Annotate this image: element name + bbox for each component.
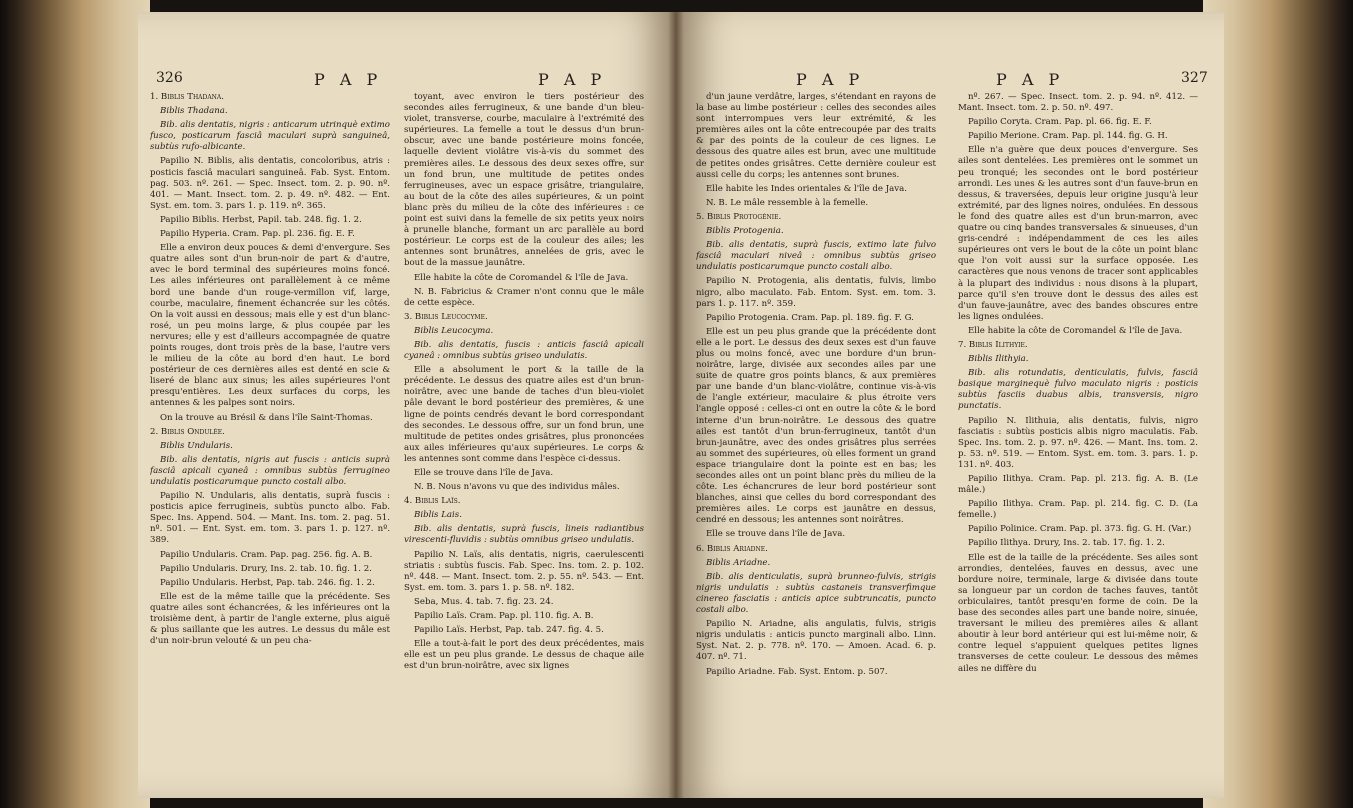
paragraph: 2. Biblis Ondulée.	[150, 426, 225, 437]
paragraph: 6. Biblis Ariadne.	[696, 543, 768, 554]
paragraph: 7. Biblis Ilithyie.	[958, 339, 1028, 350]
left-column-1	[150, 92, 390, 792]
paragraph: 3. Biblis Leucocyme.	[404, 311, 488, 322]
paragraph: Biblis Protogenia.	[706, 226, 784, 237]
paragraph: Biblis Undularis.	[160, 440, 233, 451]
paragraph: Elle a tout-à-fait le port des deux précédentes, mais elle est un peu plus grande. Le dessus de chaque aile est d'un brun-noirâtre, avec six lignes	[404, 639, 644, 672]
paragraph: Bib. alis denticulatis, suprà brunneo-fulvis, strigis nigris undulatis : subtùs castaneis transverfimque cinereo fasciatis : anticis apice subtruncatis, puncto costali albo.	[696, 571, 936, 616]
paragraph: N. B. Nous n'avons vu que des individus mâles.	[414, 482, 620, 493]
paragraph: Bib. alis dentatis, fuscis : anticis fasciâ apicali cyaneâ : omnibus subtùs griseo undulatis.	[404, 339, 644, 362]
paragraph: 1. Biblis Thadana.	[150, 92, 224, 102]
paragraph: 4. Biblis Laïs.	[404, 496, 461, 507]
paragraph: Biblis Ilithyia.	[968, 354, 1029, 365]
paragraph: N. B. Fabricius & Cramer n'ont connu que le mâle de cette espèce.	[404, 286, 644, 308]
left-running-head-col2: P A P	[538, 70, 607, 89]
left-page-number: 326	[156, 70, 183, 86]
paragraph: nº. 267. — Spec. Insect. tom. 2. p. 94. nº. 412. — Mant. Insect. tom. 2. p. 50. nº. 497.	[958, 92, 1198, 114]
paragraph: Papilio Ariadne. Fab. Syst. Entom. p. 507.	[706, 666, 888, 677]
paragraph: On la trouve au Brésil & dans l'île Saint-Thomas.	[160, 412, 373, 423]
paragraph: Papilio Laïs. Cram. Pap. pl. 110. fig. A. B.	[414, 611, 594, 622]
paragraph: Papilio Undularis. Cram. Pap. pag. 256. fig. A. B.	[160, 549, 373, 560]
left-running-head: P A P	[314, 70, 383, 89]
paragraph: Biblis Leucocyma.	[414, 325, 494, 336]
left-page-edges	[0, 0, 150, 808]
paragraph: toyant, avec environ le tiers postérieur des secondes ailes ferrugineux, & une bande d'un bleu-violet, transverse, courbe, maculaire à l'extrémité des supérieures. La femelle a tout le dessus d'un brun-obscur, avec une bande postérieure moins foncée, laquelle devient violâtre vis-à-vis du sommet des premières ailes. Le dessous des deux sexes offre, sur un fond brun, une multitude de petites ondes ferrugineuses, avec un espace grisâtre, triangulaire, au bout de la côte des ailes supérieures, & un point blanc près du milieu de la côte des inférieures : ce point est suivi dans la femelle de six petits yeux noirs à prunelle blanche, formant un arc parallèle au bord postérieur. Le corps est de la couleur des ailes; les antennes sont brunâtres, annelées de gris, avec le bout de la massue jaunâtre.	[404, 92, 644, 269]
paragraph: 5. Biblis Protogénie.	[696, 211, 782, 222]
right-page	[676, 12, 1224, 798]
right-page-edges	[1203, 0, 1353, 808]
right-running-head-col2: P A P	[996, 70, 1065, 89]
paragraph: Elle habite la côte de Coromandel & l'île de Java.	[414, 272, 629, 283]
paragraph: Papilio Ilithya. Cram. Pap. pl. 213. fig. A. B. (Le mâle.)	[958, 474, 1198, 496]
right-column-2	[958, 92, 1198, 792]
paragraph: Papilio Merione. Cram. Pap. pl. 144. fig. G. H.	[968, 131, 1168, 142]
paragraph: d'un jaune verdâtre, larges, s'étendant en rayons de la base au limbe postérieur : celles des secondes ailes sont interrompues vers leur extrémité, & les premières ailes ont la côte entrecoupée par des traits & par des points de la couleur de ces lignes. Le dessous des quatre ailes est brun, avec une multitude de petites ondes grisâtres. Cette dernière couleur est aussi celle du corps; les antennes sont brunes.	[696, 92, 936, 180]
paragraph: Bib. alis dentatis, nigris aut fuscis : anticis suprà fasciâ apicali cyaneâ : omnibus subtùs ferrugineo undulatis posticarumque puncto costali albo.	[150, 454, 390, 487]
paragraph: Papilio Polinice. Cram. Pap. pl. 373. fig. G. H. (Var.)	[968, 524, 1192, 535]
paragraph: Biblis Lais.	[414, 510, 462, 521]
book-gutter	[668, 12, 684, 798]
paragraph: Papilio N. Laïs, alis dentatis, nigris, caerulescenti striatis : subtùs fuscis. Fab. Spec. Ins. tom. 2. p. 102. nº. 448. — Mant. Insect. tom. 2. p. 55. nº. 543. — Ent. Syst. em. tom. 3. pars 1. p. 58. nº. 182.	[404, 549, 644, 593]
paragraph: Elle est un peu plus grande que la précédente dont elle a le port. Le dessus des deux sexes est d'un fauve plus ou moins foncé, avec une bordure d'un brun-noirâtre, large, divisée aux secondes ailes par une suite de quatre gros points blancs, & aux premières par une bande d'un blanc-violâtre, continue vis-à-vis de l'angle extérieur, maculaire & plus étroite vers l'angle opposé : celles-ci ont en outre la côte & le bord interne d'un brun-noirâtre. Le dessous des quatre ailes est tantôt d'un brun-ferrugineux, tantôt d'un brun-jaunâtre, avec des ondes grisâtres plus serrées au sommet des supérieures, où elles forment un grand espace triangulaire dont la pointe est en bas; les secondes ailes ont un point blanc près du milieu de la côte. Les échancrures de leur bord postérieur sont blanches, ainsi que celles du bord correspondant des premières ailes. Le corps est jaunâtre en dessus, cendré en dessous; les antennes sont noirâtres.	[696, 326, 936, 526]
paragraph: Papilio Ilithya. Cram. Pap. pl. 214. fig. C. D. (La femelle.)	[958, 499, 1198, 521]
paragraph: Elle se trouve dans l'île de Java.	[706, 529, 846, 540]
left-column-2	[404, 92, 644, 792]
paragraph: Biblis Ariadne.	[706, 557, 771, 568]
paragraph: Bib. alis dentatis, suprà fuscis, extimo late fulvo fasciâ maculari niveâ : omnibus subtùs griseo undulatis posticarumque puncto costali albo.	[696, 240, 936, 273]
paragraph: Elle a environ deux pouces & demi d'envergure. Ses quatre ailes sont d'un brun-noir de part & d'autre, avec le bord terminal des supérieures moins foncé. Les ailes inférieures ont parallèlement à ce même bord une bande d'un rouge-vermillon vif, large, courbe, maculaire, finement échancrée sur les côtés. On la voit aussi en dessous; mais elle y est d'un blanc-rosé, un peu moins large, & plus coupée par les nervures; elle y est d'ailleurs accompagnée de quatre points rouges, dont trois près de la base, l'autre vers le milieu de la côte au bord d'en haut. Le bord postérieur de ces dernières ailes est denté en scie & liseré de blanc aux sinus; les ailes supérieures l'ont presqu'entières. Les deux surfaces du corps, les antennes & les palpes sont noirs.	[150, 243, 390, 409]
paragraph: Papilio N. Ilithuia, alis dentatis, fulvis, nigro fasciatis : subtùs posticis albis nigro maculatis. Fab. Spec. Ins. tom. 2. p. 97. nº. 426. — Mant. Ins. tom. 2. p. 53. nº. 519. — Entom. Syst. em. tom. 3. pars. 1. p. 131. nº. 403.	[958, 415, 1198, 470]
paragraph: Papilio Protogenia. Cram. Pap. pl. 189. fig. F. G.	[706, 312, 914, 323]
paragraph: Papilio Coryta. Cram. Pap. pl. 66. fig. E. F.	[968, 117, 1152, 128]
paragraph: Seba, Mus. 4. tab. 7. fig. 23. 24.	[414, 596, 554, 607]
right-running-head: P A P	[796, 70, 865, 89]
paragraph: Bib. alis dentatis, nigris : anticarum utrinquè extimo fusco, posticarum fasciâ maculari suprà sanguineâ, subtùs rufo-albicante.	[150, 120, 390, 153]
paragraph: Papilio Biblis. Herbst, Papil. tab. 248. fig. 1. 2.	[160, 214, 362, 225]
right-page-number: 327	[1181, 70, 1208, 86]
paragraph: Papilio Undularis. Drury, Ins. 2. tab. 10. fig. 1. 2.	[160, 563, 372, 574]
paragraph: Bib. alis dentatis, suprà fuscis, lineis radiantibus virescenti-fluvidis : subtùs omnibus griseo undulatis.	[404, 524, 644, 546]
paragraph: Elle a absolument le port & la taille de la précédente. Le dessus des quatre ailes est d'un brun-noirâtre, avec une bande de taches d'un bleu-violet pâle devant le bord postérieur des premières, & une ligne de points cendrés devant le bord correspondant des secondes. Le dessous offre, sur un fond brun, une multitude de petites ondes grisâtres, plus prononcées aux ailes inférieures qu'aux supérieures. Le corps & les antennes sont comme dans l'espèce ci-dessus.	[404, 365, 644, 464]
left-page	[138, 12, 676, 798]
paragraph: Elle est de la même taille que la précédente. Ses quatre ailes sont échancrées, & les inférieures ont la troisième dent, à partir de l'angle externe, plus aiguë & plus saillante que les autres. Le dessus du mâle est d'un noir-brun velouté & un peu cha-	[150, 591, 390, 647]
paragraph: Elle n'a guère que deux pouces d'envergure. Ses ailes sont dentelées. Les premières ont le sommet un peu tronqué; les secondes ont le bord postérieur arrondi. Les unes & les autres sont d'un fauve-brun en dessus, & traversées, depuis leur origine jusqu'à leur extrémité, par des lignes noires, ondulées. En dessous le fond des quatre ailes est d'un brun-marron, avec quatre ou cinq bandes transversales & sinueuses, d'un gris-cendré : indépendamment de ces les ailes supérieures ont vers le bout de la côte un point blanc que l'on voit aussi sur la surface opposée. Les caractères que nous venons de tracer sont applicables à la plupart des individus : nous disons à la plupart, parce qu'il s'en trouve dont le dessus des ailes est d'un fauve-jaunâtre, avec des bandes obscures entre les lignes ondulées.	[958, 145, 1198, 322]
paragraph: Papilio Ilithya. Drury, Ins. 2. tab. 17. fig. 1. 2.	[968, 538, 1165, 549]
paragraph: Papilio N. Ariadne, alis angulatis, fulvis, strigis nigris undulatis : anticis puncto marginali albo. Linn. Syst. Nat. 2. p. 778. nº. 170. — Amoen. Acad. 6. p. 407. nº. 71.	[696, 619, 936, 663]
right-column-1	[696, 92, 936, 792]
paragraph: Papilio N. Undularis, alis dentatis, suprà fuscis : posticis apice ferrugineis, subtùs puncto albo. Fab. Spec. Ins. Append. 504. — Mant. Ins. tom. 2. pag. 51. nº. 501. — Ent. Syst. em. tom. 3. pars 1. p. 127. nº. 389.	[150, 491, 390, 546]
paragraph: Elle se trouve dans l'île de Java.	[414, 468, 554, 478]
paragraph: Papilio N. Biblis, alis dentatis, concoloribus, atris : posticis fasciâ maculari sanguineâ. Fab. Syst. Entom. pag. 503. nº. 261. — Spec. Insect. tom. 2. p. 90. nº. 401. — Mant. Insect. tom. 2. p. 49. nº. 482. — Ent. Syst. em. tom. 3. pars 1. p. 119. nº. 365.	[150, 156, 390, 211]
paragraph: Biblis Thadana.	[160, 106, 228, 117]
paragraph: Elle est de la taille de la précédente. Ses ailes sont arrondies, dentelées, fauves en dessus, avec une bordure noire, terminale, large & divisée dans toute sa longueur par un cordon de taches fauves, tantôt orbiculaires, tantôt presqu'en forme de coin. De la base des secondes ailes part une bande noire, sinuée, traversant le milieu des premières ailes & allant aboutir à leur bord antérieur qui est lui-même noir, & contre lequel s'appuient quelques petites lignes transverses de cette couleur. Le dessous des mêmes ailes ne diffère du	[958, 552, 1198, 674]
paragraph: Elle habite les Indes orientales & l'île de Java.	[706, 183, 908, 194]
paragraph: N. B. Le mâle ressemble à la femelle.	[706, 197, 869, 208]
paragraph: Papilio Undularis. Herbst, Pap. tab. 246. fig. 1. 2.	[160, 577, 375, 588]
paragraph: Papilio Laïs. Herbst, Pap. tab. 247. fig. 4. 5.	[414, 625, 604, 636]
paragraph: Papilio Hyperia. Cram. Pap. pl. 236. fig. E. F.	[160, 229, 355, 240]
paragraph: Bib. alis rotundatis, denticulatis, fulvis, fasciâ basique marginequè fulvo maculato nigris : posticis subtùs fasciis duabus albis, transversis, nigro punctatis.	[958, 368, 1198, 412]
paragraph: Papilio N. Protogenia, alis dentatis, fulvis, limbo nigro, albo maculato. Fab. Entom. Syst. em. tom. 3. pars 1. p. 117. nº. 359.	[696, 276, 936, 309]
paragraph: Elle habite la côte de Coromandel & l'île de Java.	[968, 325, 1183, 336]
